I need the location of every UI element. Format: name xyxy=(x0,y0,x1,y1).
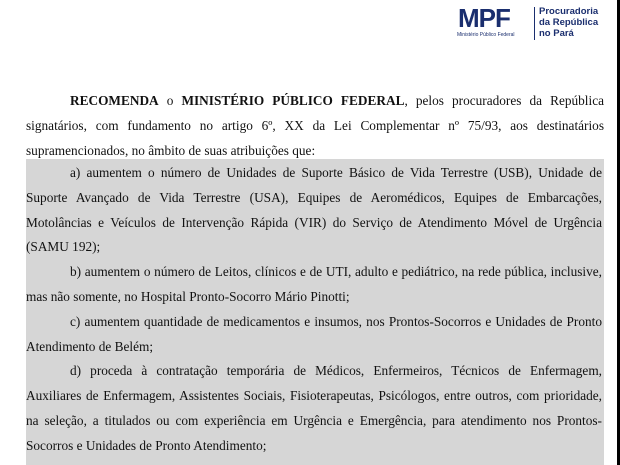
recommendation-item-b: b) aumentem o número de Leitos, clínicos e de UTI, adulto e pediátrico, na rede pública, inclusive, mas não somente, no Hospital Pronto-Socorro Mário Pinotti; xyxy=(26,264,602,304)
intro-rest: , pelos procuradores da República signatários, com fundamento no artigo 6º, XX da Lei Complementar nº 75/93, aos destinatários supramencionados, no âmbito de suas atribuições que: xyxy=(26,93,604,158)
recommendation-item-a: a) aumentem o número de Unidades de Suporte Básico de Vida Terrestre (USB), Unidade de Suporte Avançado de Vida Terrestre (USA), Equipes de Aeromédicos, Equipes de Embarcações, Motolâncias e Veículos de Intervenção Rápida (VIR) do Serviço de Atendimento Móvel de Urgência (SAMU 192); xyxy=(26,165,602,255)
recommendation-item-c: c) aumentem quantidade de medicamentos e insumos, nos Prontos-Socorros e Unidades de Pronto Atendimento de Belém; xyxy=(26,313,602,354)
document-body xyxy=(26,89,604,163)
mpf-logo xyxy=(455,2,605,42)
intro-paragraph xyxy=(26,89,604,163)
logo-name xyxy=(539,6,598,39)
intro-org: MINISTÉRIO PÚBLICO FEDERAL xyxy=(181,93,405,108)
intro-connector: o xyxy=(158,93,182,108)
logo-subtitle: Ministério Público Federal xyxy=(457,32,515,38)
intro-lead: RECOMENDA xyxy=(70,93,159,108)
logo-name-line: Procuradoria xyxy=(539,6,599,17)
logo-name-line: da República xyxy=(539,17,599,28)
logo-divider xyxy=(534,7,535,40)
logo-name-line: no Pará xyxy=(539,28,574,39)
logo-mark: MPF xyxy=(458,3,510,33)
recommendation-list xyxy=(26,161,602,459)
recommendation-item-d: d) proceda à contratação temporária de Médicos, Enfermeiros, Técnicos de Enfermagem, Auxiliares de Enfermagem, Assistentes Sociais, Fisioterapeutas, Psicólogos, entre outros, com prioridade, na seleção, a titulados ou com experiência em Urgência e Emergência, para atendimento nos Prontos-Socorros e Unidades de Pronto Atendimento; xyxy=(26,363,602,453)
